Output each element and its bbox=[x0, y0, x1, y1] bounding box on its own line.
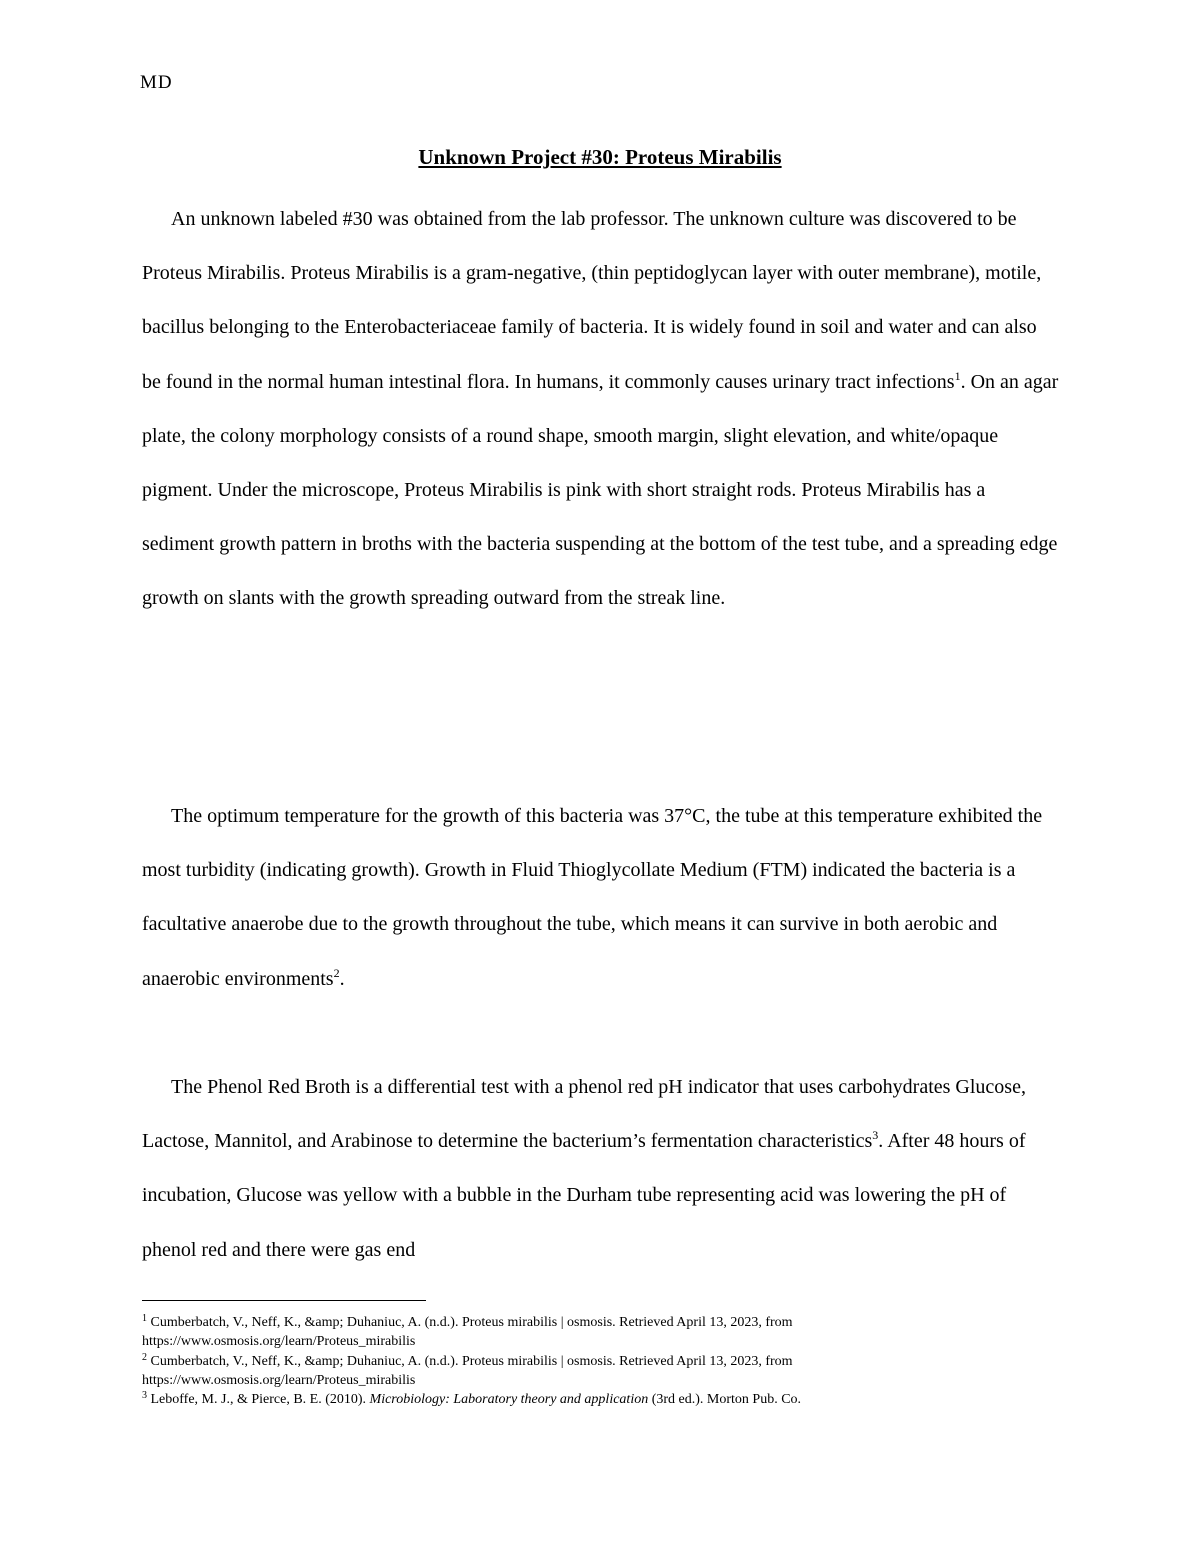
footnote-1 bbox=[142, 1313, 1042, 1351]
footnote-reference: 2 bbox=[333, 965, 340, 980]
footnote-number: 3 bbox=[142, 1390, 147, 1401]
document-title: Unknown Project #30: Proteus Mirabilis bbox=[418, 145, 782, 169]
footnote-reference: 3 bbox=[872, 1128, 879, 1143]
footnote-separator bbox=[142, 1300, 426, 1301]
paragraph-text: An unknown labeled #30 was obtained from the lab professor. The unknown culture was discovered to be Proteus Mirabilis. Proteus Mirabilis is a gram-negative, (thin peptidoglycan layer with outer membrane), motile, bacillus belonging to the Enterobacteriaceae family of bacteria. It is widely found in soil and water and can also be found in the normal human intestinal flora. In humans, it commonly causes urinary tract infections bbox=[142, 208, 1042, 393]
footnote-text: Leboffe, M. J., & Pierce, B. E. (2010). bbox=[147, 1392, 370, 1407]
footnote-text: (3rd ed.). Morton Pub. Co. bbox=[648, 1392, 802, 1407]
paragraph-temperature bbox=[142, 789, 1060, 1006]
footnote-2 bbox=[142, 1352, 1042, 1390]
footnotes-section bbox=[142, 1313, 1042, 1409]
paragraph-text: The Phenol Red Broth is a differential test with a phenol red pH indicator that uses carbohydrates Glucose, Lactose, Mannitol, and Arabinose to determine the bacterium’s fermentation characteristics bbox=[142, 1076, 1026, 1153]
paragraph-text: . After 48 hours of incubation, Glucose was yellow with a bubble in the Durham tube representing acid was lowering the pH of phenol red and there were gas end bbox=[142, 1130, 1026, 1261]
paragraph-introduction bbox=[142, 192, 1060, 626]
paragraph-text: . On an agar plate, the colony morphology consists of a round shape, smooth margin, slight elevation, and white/opaque pigment. Under the microscope, Proteus Mirabilis is pink with short straight rods. Proteus Mirabilis has a sediment growth pattern in broths with the bacteria suspending at the bottom of the test tube, and a spreading edge growth on slants with the growth spreading outward from the streak line. bbox=[142, 370, 1059, 610]
footnote-reference: 1 bbox=[954, 368, 961, 383]
paragraph-phenol-red bbox=[142, 1060, 1060, 1277]
paragraph-text: . bbox=[339, 967, 345, 990]
footnote-3 bbox=[142, 1390, 1042, 1409]
footnote-number: 1 bbox=[142, 1313, 147, 1324]
page-header-initials: MD bbox=[140, 72, 173, 93]
footnote-book-title: Microbiology: Laboratory theory and application bbox=[369, 1392, 649, 1407]
footnote-text: Cumberbatch, V., Neff, K., &amp; Duhaniuc, A. (n.d.). Proteus mirabilis | osmosis. Retrieved April 13, 2023, from https://www.osmosis.org/learn/Proteus_mirabilis bbox=[142, 1315, 793, 1349]
footnote-number: 2 bbox=[142, 1352, 147, 1363]
paragraph-text: The optimum temperature for the growth of this bacteria was 37°C, the tube at this temperature exhibited the most turbidity (indicating growth). Growth in Fluid Thioglycollate Medium (FTM) indicated the bacteria is a facultative anaerobe due to the growth throughout the tube, which means it can survive in both aerobic and anaerobic environments bbox=[142, 805, 1043, 990]
footnote-text: Cumberbatch, V., Neff, K., &amp; Duhaniuc, A. (n.d.). Proteus mirabilis | osmosis. Retrieved April 13, 2023, from https://www.osmosis.org/learn/Proteus_mirabilis bbox=[142, 1354, 793, 1388]
